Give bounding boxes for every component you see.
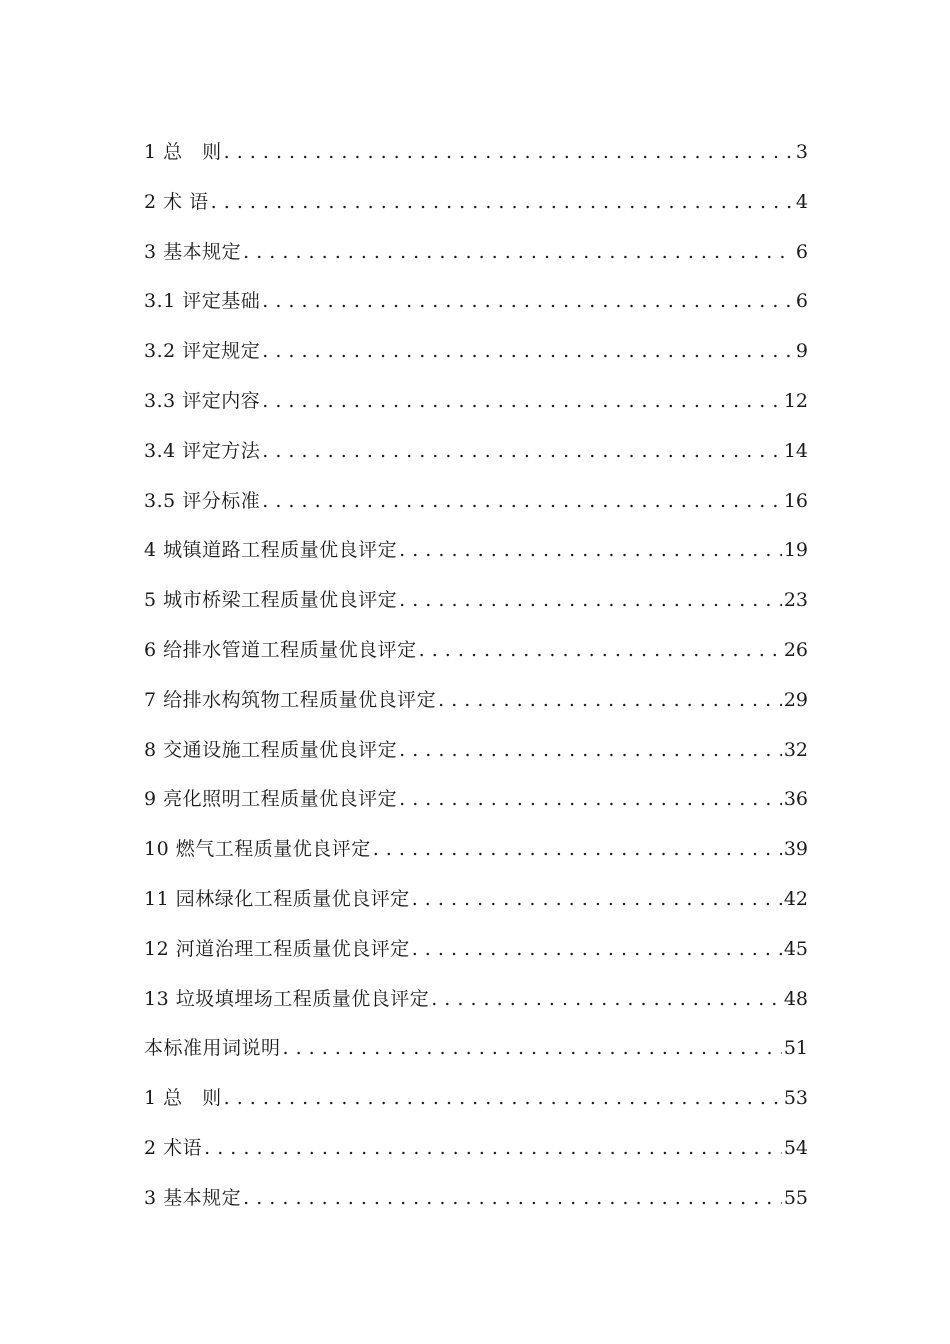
toc-entry-page: 12 [783,389,808,412]
toc-entry-page: 45 [783,937,808,960]
toc-entry[interactable] [144,781,808,831]
toc-dot-leader [262,283,794,319]
toc-entry-page: 16 [783,489,808,512]
toc-dot-leader [412,931,782,967]
toc-dot-leader [373,831,782,867]
toc-entry[interactable] [144,1180,808,1230]
toc-entry[interactable] [144,732,808,782]
toc-entry-title: 6 给排水管道工程质量优良评定 [144,638,417,661]
toc-entry-title: 5 城市桥梁工程质量优良评定 [144,589,398,612]
toc-entry-page: 48 [783,987,808,1010]
toc-entry-title: 7 给排水构筑物工程质量优良评定 [144,688,437,711]
toc-entry-page: 32 [783,738,808,761]
toc-entry[interactable] [144,483,808,533]
toc-entry-page: 19 [783,539,808,562]
toc-dot-leader [262,483,782,519]
toc-dot-leader [204,1130,782,1166]
toc-dot-leader [262,383,782,419]
toc-entry-title: 9 亮化照明工程质量优良评定 [144,788,398,811]
toc-entry[interactable] [144,682,808,732]
toc-entry-title: 3.4 评定方法 [144,439,261,462]
toc-entry-title: 12 河道治理工程质量优良评定 [144,937,410,960]
toc-entry-page: 53 [783,1087,808,1110]
toc-entry[interactable] [144,931,808,981]
toc-entry-page: 26 [783,638,808,661]
toc-entry-page: 14 [783,439,808,462]
toc-entry-title: 1 总 则 [144,141,222,163]
toc-dot-leader [399,532,782,568]
toc-entry-page: 3 [795,141,808,163]
toc-entry-title: 3 基本规定 [144,240,242,263]
toc-entry-page: 23 [783,589,808,612]
toc-entry-title: 4 城镇道路工程质量优良评定 [144,539,398,562]
toc-dot-leader [399,781,782,817]
toc-entry-title: 1 总 则 [144,1087,222,1110]
toc-entry-title: 3.3 评定内容 [144,389,261,412]
toc-entry-page: 29 [783,688,808,711]
toc-entry[interactable] [144,1130,808,1180]
toc-entry-page: 6 [795,240,808,263]
toc-dot-leader [419,632,782,668]
toc-entry[interactable] [144,184,808,234]
toc-entry-title: 8 交通设施工程质量优良评定 [144,738,398,761]
toc-entry-page: 36 [783,788,808,811]
toc-dot-leader [399,732,782,768]
toc-entry-page: 6 [795,290,808,313]
toc-dot-leader [431,981,782,1017]
toc-entry[interactable] [144,632,808,682]
toc-dot-leader [224,1080,782,1116]
toc-entry[interactable] [144,283,808,333]
toc-entry[interactable] [144,1080,808,1130]
toc-entry-title: 13 垃圾填埋场工程质量优良评定 [144,987,430,1010]
toc-dot-leader [211,184,794,220]
toc-entry[interactable] [144,134,808,184]
toc-entry-title: 2 术语 [144,1136,203,1159]
toc-entry[interactable] [144,1030,808,1080]
toc-dot-leader [399,582,782,618]
toc-entry-title: 3.2 评定规定 [144,340,261,363]
toc-entry[interactable] [144,881,808,931]
toc-dot-leader [438,682,782,718]
toc-entry[interactable] [144,333,808,383]
toc-dot-leader [283,1030,782,1066]
toc-entry-page: 51 [783,1037,808,1060]
toc-entry-page: 4 [795,190,808,213]
toc-entry-title: 2 术 语 [144,190,209,213]
toc-entry[interactable] [144,981,808,1031]
toc-entry-page: 54 [783,1136,808,1159]
toc-entry-page: 42 [783,887,808,910]
toc-entry-title: 11 园林绿化工程质量优良评定 [144,887,410,910]
toc-dot-leader [243,234,794,270]
toc-entry-title: 10 燃气工程质量优良评定 [144,838,371,861]
toc-dot-leader [262,333,794,369]
toc-dot-leader [412,881,782,917]
toc-entry[interactable] [144,831,808,881]
toc-dot-leader [224,134,794,170]
table-of-contents [144,134,808,1230]
toc-entry-page: 39 [783,838,808,861]
toc-entry[interactable] [144,433,808,483]
toc-entry[interactable] [144,582,808,632]
toc-entry[interactable] [144,383,808,433]
toc-entry-title: 3.1 评定基础 [144,290,261,313]
toc-entry[interactable] [144,234,808,284]
toc-dot-leader [262,433,782,469]
toc-entry-page: 9 [795,340,808,363]
toc-entry-page: 55 [783,1186,808,1209]
toc-entry-title: 3 基本规定 [144,1186,242,1209]
toc-entry[interactable] [144,532,808,582]
toc-entry-title: 本标准用词说明 [144,1037,281,1060]
toc-entry-title: 3.5 评分标准 [144,489,261,512]
toc-dot-leader [243,1180,782,1216]
